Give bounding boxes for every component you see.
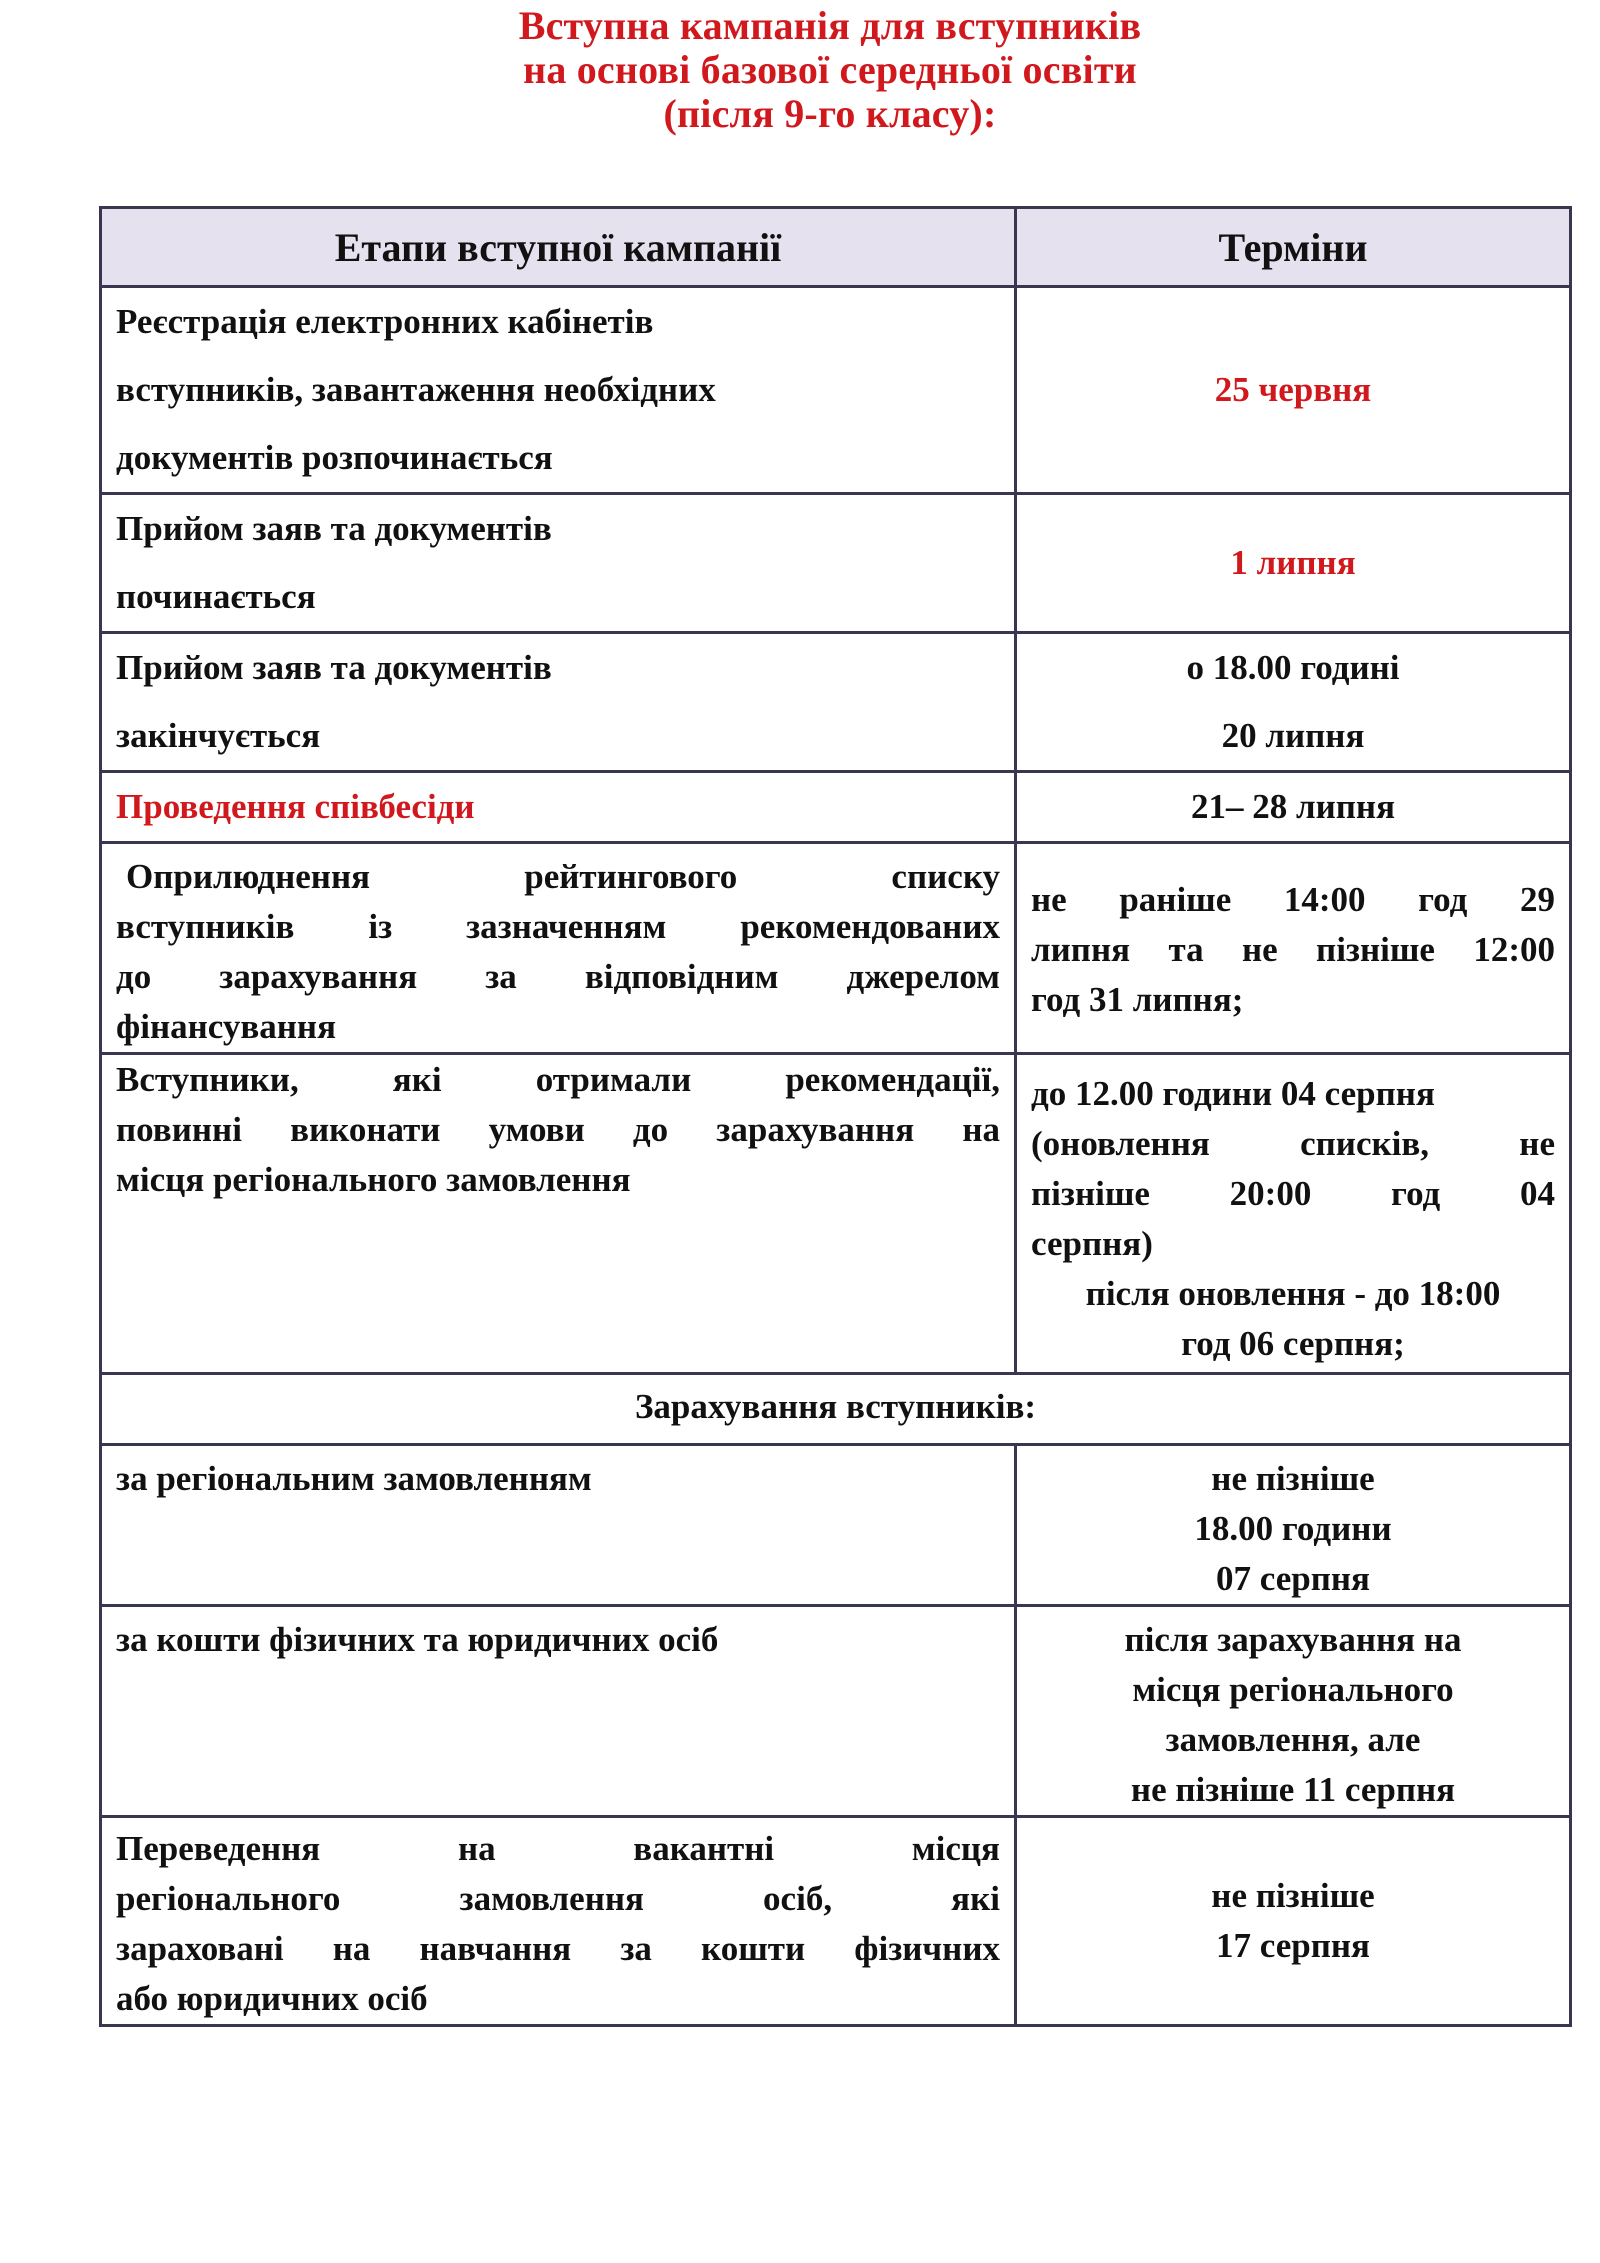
header-terms: Терміни: [1016, 208, 1571, 287]
admission-schedule-table: [99, 206, 1572, 2027]
table-row: [101, 633, 1571, 772]
term-line: замовлення, але: [1165, 1720, 1421, 1759]
table-row: [101, 494, 1571, 633]
stage-line: Реєстрація електронних кабінетів: [116, 302, 654, 341]
stage-line: вступників із зазначенням рекомендованих: [116, 907, 1000, 946]
stage-line: вступників, завантаження необхідних: [116, 370, 716, 409]
term-cell: [1016, 1445, 1571, 1606]
term-cell: [1016, 772, 1571, 843]
term-line: 07 серпня: [1216, 1559, 1370, 1598]
stage-cell: [101, 633, 1016, 772]
stage-line: за кошти фізичних та юридичних осіб: [116, 1620, 719, 1659]
stage-cell: [101, 494, 1016, 633]
term-line: (оновлення списків, не: [1031, 1124, 1555, 1163]
term-cell: [1016, 1817, 1571, 2026]
table-row: [101, 772, 1571, 843]
table-row: [101, 1817, 1571, 2026]
header-stages: Етапи вступної кампанії: [101, 208, 1016, 287]
stage-line: до зарахування за відповідним джерелом: [116, 957, 1000, 996]
stage-line: Вступники, які отримали рекомендації,: [116, 1060, 1000, 1099]
stage-line: регіонального замовлення осіб, які: [116, 1879, 1000, 1918]
section-row: [101, 1374, 1571, 1445]
stage-line: повинні виконати умови до зарахування на: [116, 1110, 1000, 1149]
title-line-3: (після 9-го класу):: [663, 91, 997, 136]
term-line: липня та не пізніше 12:00: [1031, 930, 1555, 969]
term-line: серпня): [1031, 1224, 1153, 1263]
term-cell: [1016, 494, 1571, 633]
stage-cell: [101, 1817, 1016, 2026]
stage-line: закінчується: [116, 716, 321, 755]
term-line: год 06 серпня;: [1181, 1324, 1405, 1363]
stage-line: Проведення співбесіди: [116, 787, 475, 826]
term-line: год 31 липня;: [1031, 980, 1244, 1019]
term-cell: [1016, 1606, 1571, 1817]
stage-line: починається: [116, 577, 316, 616]
term-line: о 18.00 годині: [1186, 648, 1400, 687]
term-line: 1 липня: [1230, 543, 1356, 582]
term-cell: [1016, 843, 1571, 1054]
stage-line: документів розпочинається: [116, 438, 553, 477]
stage-line: Прийом заяв та документів: [116, 648, 552, 687]
stage-line: або юридичних осіб: [116, 1979, 428, 2018]
term-line: не пізніше 11 серпня: [1130, 1770, 1456, 1809]
stage-cell: [101, 287, 1016, 494]
table-row: [101, 287, 1571, 494]
stage-cell: [101, 843, 1016, 1054]
title-line-2: на основі базової середньої освіти: [523, 47, 1137, 92]
term-cell: [1016, 1054, 1571, 1374]
page-title: [0, 4, 1600, 136]
term-line: 25 червня: [1214, 370, 1372, 409]
term-line: місця регіонального: [1132, 1670, 1454, 1709]
term-line: після зарахування на: [1124, 1620, 1462, 1659]
stage-line: за регіональним замовленням: [116, 1459, 592, 1498]
term-line: до 12.00 години 04 серпня: [1031, 1074, 1435, 1113]
table-row: [101, 1606, 1571, 1817]
term-line: не раніше 14:00 год 29: [1031, 880, 1555, 919]
stage-line: фінансування: [116, 1007, 337, 1046]
stage-cell: [101, 1606, 1016, 1817]
stage-cell: [101, 1445, 1016, 1606]
stage-cell: [101, 1054, 1016, 1374]
term-cell: [1016, 287, 1571, 494]
term-line: 18.00 години: [1194, 1509, 1392, 1548]
term-line: 17 серпня: [1216, 1926, 1370, 1965]
term-line: не пізніше: [1211, 1876, 1375, 1915]
stage-line: Переведення на вакантні місця: [116, 1829, 1000, 1868]
table-row: [101, 1445, 1571, 1606]
term-line: не пізніше: [1211, 1459, 1375, 1498]
term-line: після оновлення - до 18:00: [1085, 1274, 1501, 1313]
stage-line: Оприлюднення рейтингового списку: [126, 857, 1000, 896]
table-row: [101, 1054, 1571, 1374]
stage-line: Прийом заяв та документів: [116, 509, 552, 548]
title-line-1: Вступна кампанія для вступників: [518, 3, 1142, 48]
stage-line: місця регіонального замовлення: [116, 1160, 631, 1199]
term-cell: [1016, 633, 1571, 772]
table-row: [101, 843, 1571, 1054]
term-line: 21– 28 липня: [1190, 787, 1396, 826]
table-header-row: [101, 208, 1571, 287]
stage-cell: [101, 772, 1016, 843]
stage-line: зараховані на навчання за кошти фізичних: [116, 1929, 1000, 1968]
section-label: Зарахування вступників:: [101, 1374, 1571, 1445]
term-line: пізніше 20:00 год 04: [1031, 1174, 1555, 1213]
term-line: 20 липня: [1221, 716, 1365, 755]
